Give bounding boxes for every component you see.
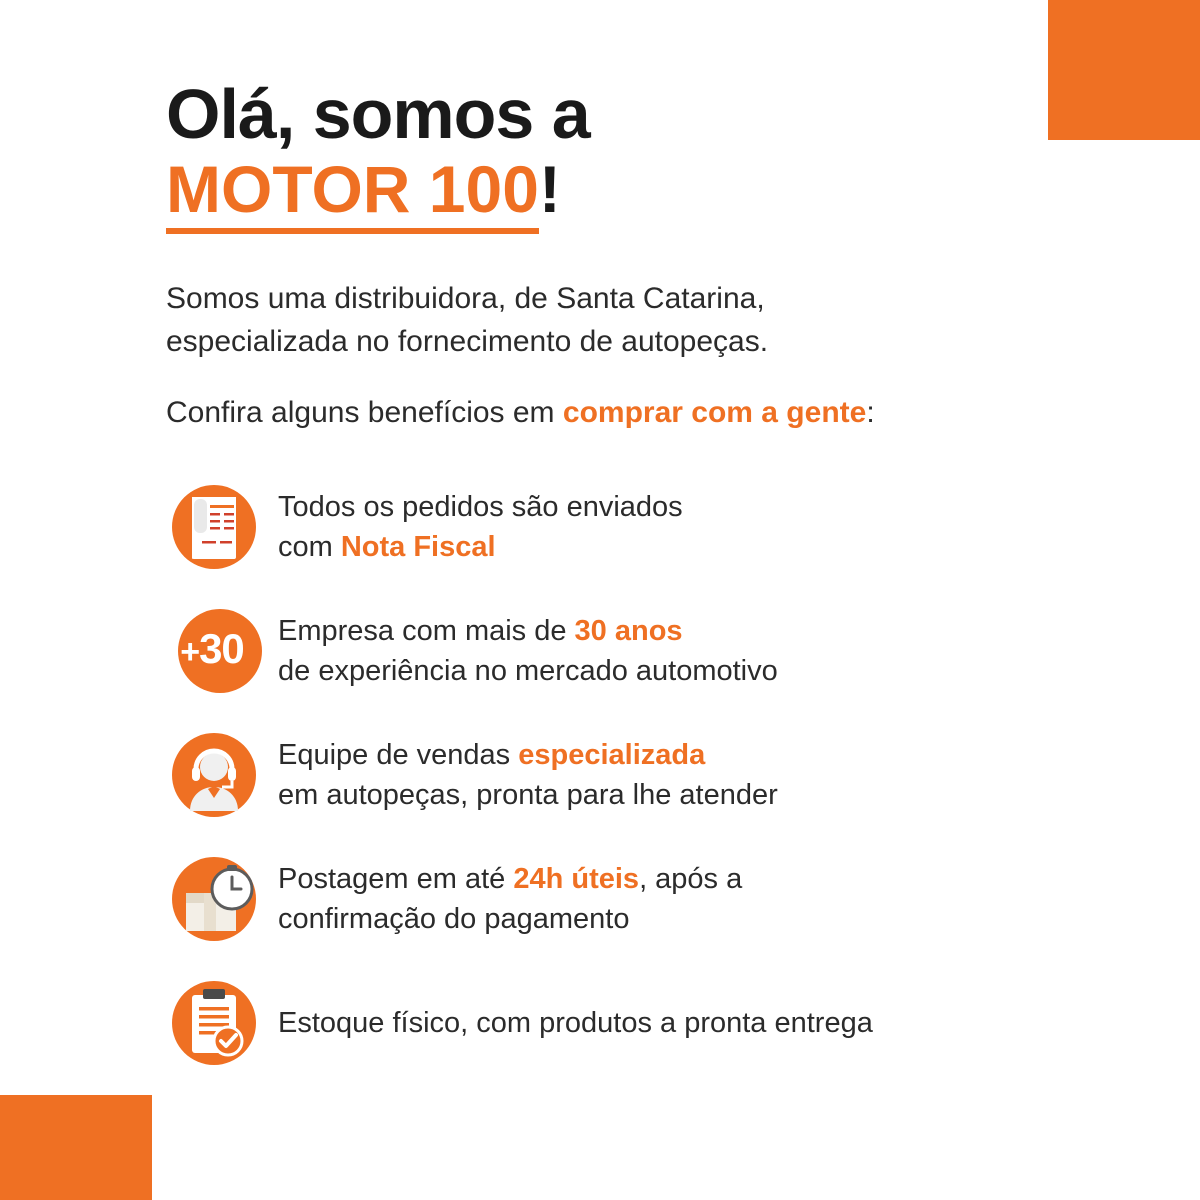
benefit-text	[278, 487, 683, 567]
benefit-1-line1: Todos os pedidos são enviados	[278, 490, 683, 523]
benefit-3-line2: em autopeças, pronta para lhe atender	[278, 779, 778, 811]
years-badge	[166, 603, 262, 699]
box-stopwatch-icon	[166, 851, 262, 947]
benefit-2-line2: de experiência no mercado automotivo	[278, 655, 778, 687]
benefits-lead-accent: comprar com a gente	[562, 396, 867, 429]
benefits-lead-suffix: :	[866, 396, 875, 429]
years-badge-label	[180, 625, 244, 673]
benefit-3-line1-accent: especializada	[518, 738, 706, 771]
intro-line-2: especializada no fornecimento de autopeças.	[166, 324, 769, 358]
benefit-text	[278, 735, 778, 815]
benefit-text	[278, 859, 742, 939]
years-badge-icon	[166, 603, 262, 699]
benefit-4-line1-suffix: , após a	[639, 862, 743, 895]
benefit-2-line1-prefix: Empresa com mais de	[278, 614, 575, 647]
years-badge-number: 30	[199, 625, 244, 672]
headset-agent-icon	[166, 727, 262, 823]
list-item	[166, 472, 1126, 582]
intro-paragraph	[166, 278, 1046, 363]
benefit-4-line2: confirmação do pagamento	[278, 903, 630, 935]
agent-glyph	[166, 727, 262, 823]
receipt-glyph	[166, 479, 262, 575]
benefit-text	[278, 1003, 873, 1043]
benefits-lead-prefix: Confira alguns benefícios em	[166, 396, 563, 429]
benefit-2-line1-accent: 30 anos	[574, 614, 683, 647]
benefit-3-line1-prefix: Equipe de vendas	[278, 738, 519, 771]
clipboard-glyph	[166, 975, 262, 1071]
benefit-text	[278, 611, 778, 691]
top-right-accent-square	[1048, 0, 1200, 140]
box-stopwatch-glyph	[166, 851, 262, 947]
receipt-icon	[166, 479, 262, 575]
benefit-1-line2-prefix: com	[278, 531, 341, 563]
years-badge-plus: +	[180, 633, 200, 671]
headline-line-2	[166, 152, 1066, 228]
benefit-4-line1-accent: 24h úteis	[513, 862, 640, 895]
list-item	[166, 596, 1126, 706]
headline	[166, 75, 1066, 227]
headline-exclamation: !	[538, 151, 561, 226]
brand-name: MOTOR 100	[166, 152, 539, 234]
list-item	[166, 844, 1126, 954]
intro-line-1: Somos uma distribuidora, de Santa Catarina,	[166, 282, 765, 315]
benefit-4-line1-prefix: Postagem em até	[278, 862, 514, 895]
clipboard-check-icon	[166, 975, 262, 1071]
list-item	[166, 720, 1126, 830]
bottom-left-accent-square	[0, 1095, 152, 1200]
benefit-5-line1: Estoque físico, com produtos a pronta entrega	[278, 1006, 873, 1039]
benefits-list	[166, 472, 1126, 1092]
benefit-1-line2-accent: Nota Fiscal	[340, 531, 496, 563]
list-item	[166, 968, 1126, 1078]
benefits-lead	[166, 396, 1106, 430]
headline-line-1: Olá, somos a	[166, 75, 590, 153]
